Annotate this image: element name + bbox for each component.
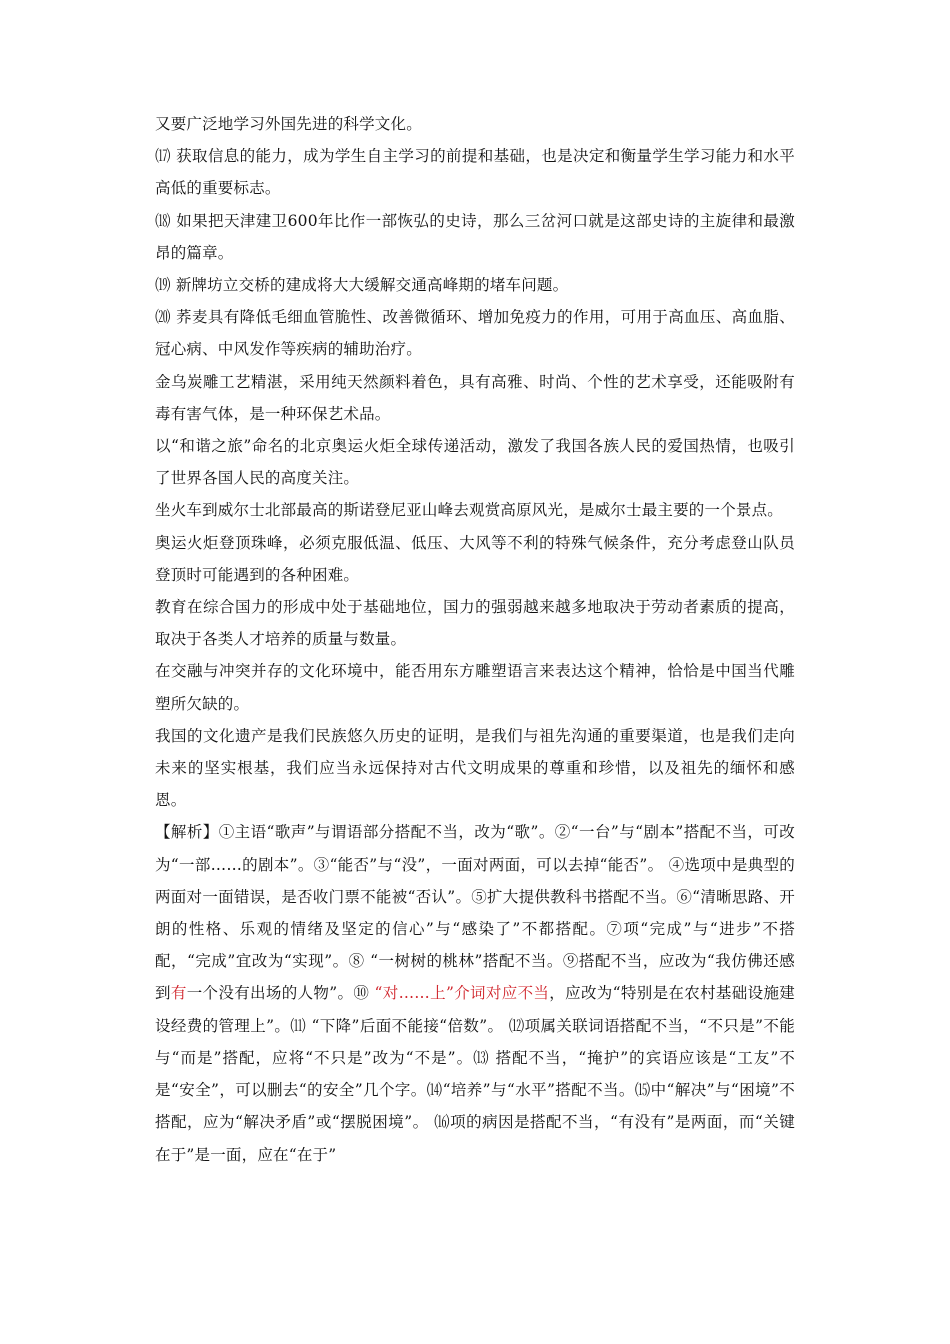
paragraph-11: 在交融与冲突并存的文化环境中，能否用东方雕塑语言来表达这个精神，恰恰是中国当代雕塑所欠缺的。 (155, 662, 795, 713)
paragraph-1: 又要广泛地学习外国先进的科学文化。 (155, 115, 422, 133)
document-page (155, 108, 795, 1171)
analysis-text-2: 一个没有出场的人物”。⑩ (186, 984, 375, 1003)
paragraph-4: ⒆ 新牌坊立交桥的建成将大大缓解交通高峰期的堵车问题。 (155, 276, 569, 295)
paragraph-7: 以“和谐之旅”命名的北京奥运火炬全球传递活动，激发了我国各族人民的爱国热情，也吸引了世界各国人民的高度关注。 (155, 437, 795, 488)
analysis-highlight-1: 有 (170, 984, 187, 1003)
analysis-paragraph (155, 816, 795, 1170)
analysis-highlight-2: “对……上”介词对应不当 (374, 984, 550, 1003)
paragraph-3: ⒅ 如果把天津建卫600年比作一部恢弘的史诗，那么三岔河口就是这部史诗的主旋律和最激昂的篇章。 (155, 211, 795, 262)
paragraph-9: 奥运火炬登顶珠峰，必须克服低温、低压、大风等不利的特殊气候条件，充分考虑登山队员登顶时可能遇到的各种困难。 (155, 533, 795, 584)
paragraph-8: 坐火车到威尔士北部最高的斯诺登尼亚山峰去观赏高原风光，是威尔士最主要的一个景点。 (155, 501, 784, 520)
paragraph-6: 金乌炭雕工艺精湛，采用纯天然颜料着色，具有高雅、时尚、个性的艺术享受，还能吸附有毒有害气体，是一种环保艺术品。 (155, 372, 795, 423)
analysis-text-1: 【解析】①主语“歌声”与谓语部分搭配不当，改为“歌”。②“一台”与“剧本”搭配不当，可改为“一部……的剧本”。③“能否”与“没”，一面对两面，可以去掉“能否”。 ④选项中是典型的两面对一面错误，是否收门票不能被“否认”。⑤扩大提供教科书搭配不当。⑥“清晰思路、开朗的性格、乐观的情绪及坚定的信心”与“感染了”不都搭配。⑦项“完成”与“进步”不搭配，“完成”宜改为“实现”。⑧ “一树树的桃林”搭配不当。⑨搭配不当，应改为“我仿佛还感到 (155, 823, 795, 1003)
paragraph-12: 我国的文化遗产是我们民族悠久历史的证明，是我们与祖先沟通的重要渠道，也是我们走向未来的坚实根基，我们应当永远保持对古代文明成果的尊重和珍惜，以及祖先的缅怀和感恩。 (155, 726, 795, 810)
paragraph-5: ⒇ 荞麦具有降低毛细血管脆性、改善微循环、增加免疫力的作用，可用于高血压、高血脂、冠心病、中风发作等疾病的辅助治疗。 (155, 308, 795, 359)
paragraph-10: 教育在综合国力的形成中处于基础地位，国力的强弱越来越多地取决于劳动者素质的提高，取决于各类人才培养的质量与数量。 (155, 598, 795, 649)
analysis-text-3: ，应改为“特别是在农村基础设施建设经费的管理上”。⑾ “下降”后面不能接“倍数”。 ⑿项属关联词语搭配不当，“不只是”不能与“而是”搭配，应将“不只是”改为“不是”。⒀ 搭配不当，“掩护”的宾语应该是“工友”不是“安全”，可以删去“的安全”几个字。⒁“培养”与“水平”搭配不当。⒂中“解决”与“困境”不搭配，应为“解决矛盾”或“摆脱困境”。 ⒃项的病因是搭配不当，“有没有”是两面，而“关键在于”是一面，应在“在于” (155, 984, 795, 1164)
paragraph-2: ⒄ 获取信息的能力，成为学生自主学习的前提和基础，也是决定和衡量学生学习能力和水平高低的重要标志。 (155, 147, 795, 198)
